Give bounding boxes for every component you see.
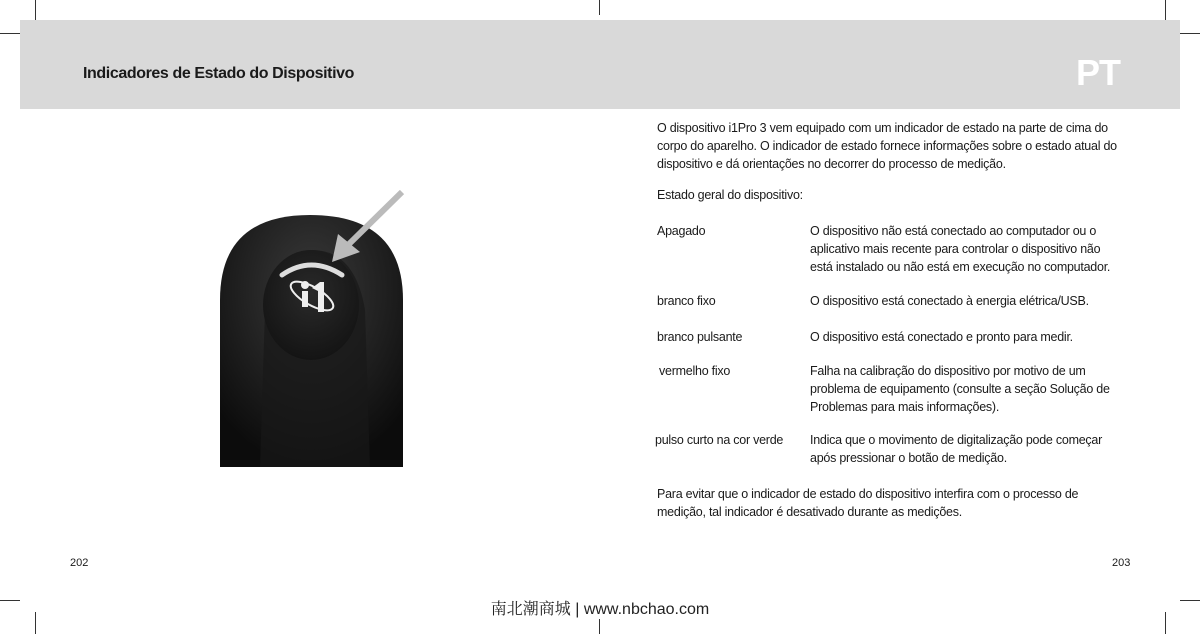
- device-photo: [220, 190, 420, 467]
- footer-watermark: 南北潮商城 | www.nbchao.com: [490, 601, 710, 618]
- state-desc: Indica que o movimento de digitalização pode começar: [810, 433, 1103, 447]
- closing-line: medição, tal indicador é desativado durante as medições.: [657, 505, 962, 519]
- crop-mark: [1165, 0, 1166, 20]
- intro-line: O dispositivo i1Pro 3 vem equipado com um indicador de estado na parte de cima do: [657, 121, 1108, 135]
- state-desc: aplicativo mais recente para controlar o dispositivo não: [810, 242, 1101, 256]
- state-desc: O dispositivo não está conectado ao computador ou o: [810, 224, 1097, 238]
- state-desc: O dispositivo está conectado à energia elétrica/USB.: [810, 294, 1089, 308]
- crop-mark: [0, 33, 20, 34]
- state-name: branco pulsante: [657, 330, 743, 344]
- state-desc: está instalado ou não está em execução no computador.: [810, 260, 1111, 274]
- section-label: Estado geral do dispositivo:: [657, 188, 803, 202]
- state-desc: após pressionar o botão de medição.: [810, 451, 1007, 465]
- page-title: Indicadores de Estado do Dispositivo: [83, 65, 354, 82]
- page-number-right: 203: [1112, 557, 1131, 569]
- state-name: vermelho fixo: [659, 364, 731, 378]
- state-name: pulso curto na cor verde: [655, 433, 784, 447]
- crop-mark: [35, 0, 36, 20]
- state-desc: Problemas para mais informações).: [810, 400, 1000, 414]
- intro-line: corpo do aparelho. O indicador de estado fornece informações sobre o estado atual do: [657, 139, 1117, 153]
- state-name: branco fixo: [657, 294, 716, 308]
- closing-line: Para evitar que o indicador de estado do dispositivo interfira com o processo de: [657, 487, 1079, 501]
- state-name: Apagado: [657, 224, 706, 238]
- state-desc: O dispositivo está conectado e pronto para medir.: [810, 330, 1073, 344]
- crop-mark: [599, 619, 600, 634]
- page-number-left: 202: [70, 557, 89, 569]
- state-desc: Falha na calibração do dispositivo por motivo de um: [810, 364, 1086, 378]
- language-code: PT: [1076, 52, 1121, 93]
- intro-line: dispositivo e dá orientações no decorrer do processo de medição.: [657, 157, 1006, 171]
- state-desc: problema de equipamento (consulte a seção Solução de: [810, 382, 1110, 396]
- crop-mark: [1180, 33, 1200, 34]
- crop-mark: [599, 0, 600, 15]
